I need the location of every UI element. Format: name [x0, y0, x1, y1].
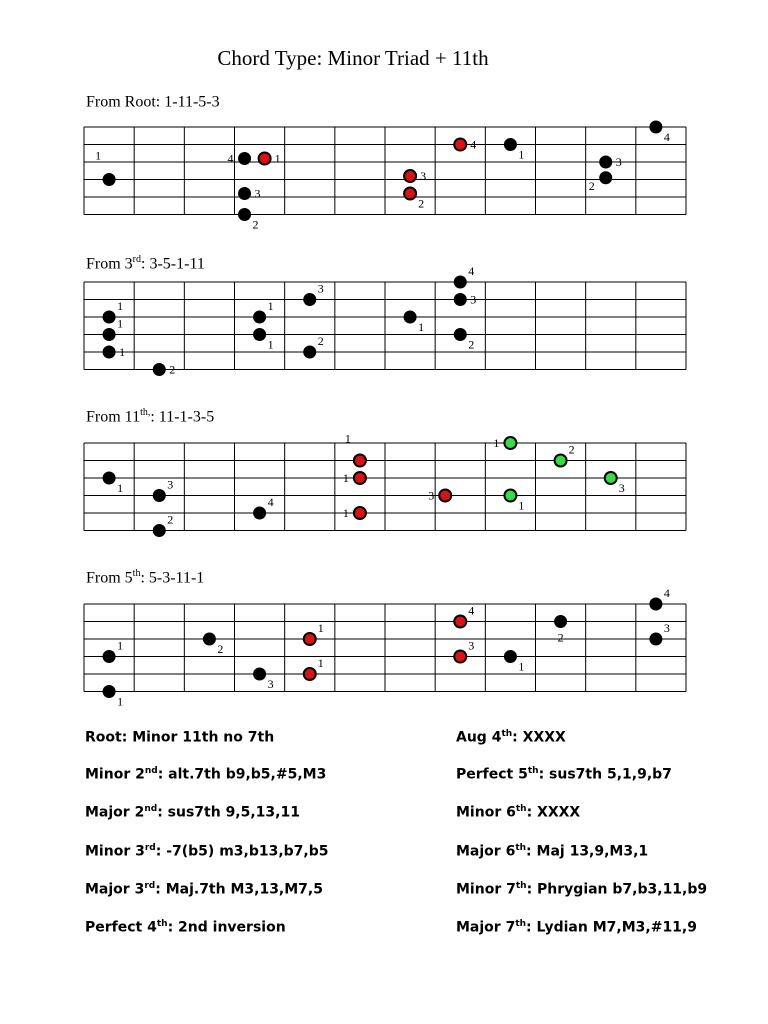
note-dot-red	[304, 668, 316, 680]
note-interval: Major 6	[456, 843, 516, 860]
note-dot-black	[454, 328, 467, 341]
note-dot-black	[103, 650, 116, 663]
note-dot-black	[238, 208, 251, 221]
finger-number: 1	[274, 151, 281, 166]
note-dot-black	[153, 489, 166, 502]
note-interval: Major 3	[85, 881, 145, 898]
finger-number: 3	[167, 477, 174, 492]
note-sup: th	[527, 766, 539, 776]
note-dot-black	[253, 668, 266, 681]
note-dot-green	[605, 472, 617, 484]
note-dot-black	[253, 328, 266, 341]
finger-number: 4	[468, 264, 475, 278]
note-dot-red	[259, 153, 271, 165]
note-right-3	[456, 843, 648, 860]
finger-number: 4	[267, 495, 274, 509]
note-text: : Phrygian b7,b3,11,b9	[526, 881, 708, 898]
note-dot-black	[103, 346, 116, 359]
note-right-0	[456, 729, 566, 746]
note-interval: Aug 4	[456, 729, 502, 746]
note-sup: th	[515, 881, 527, 891]
finger-number: 4	[663, 586, 670, 600]
finger-number: 1	[317, 656, 324, 670]
note-dot-red	[304, 633, 316, 645]
note-sup: th	[501, 729, 513, 739]
note-sup: th	[515, 843, 527, 853]
note-dot-green	[555, 455, 567, 467]
note-left-3	[85, 843, 329, 860]
note-dot-black	[253, 507, 266, 520]
note-interval: Minor 6	[456, 804, 516, 821]
label-suffix: : 1-11-5-3	[155, 93, 220, 111]
finger-number: 3	[420, 169, 427, 183]
note-dot-black	[599, 156, 612, 169]
finger-number: 1	[518, 147, 525, 162]
note-interval: Minor 7	[456, 881, 516, 898]
note-text: : Lydian M7,M3,#11,9	[526, 919, 697, 936]
note-interval: Major 7	[456, 919, 516, 936]
note-left-2	[85, 804, 300, 821]
note-left-0	[85, 729, 274, 746]
note-dot-black	[103, 328, 116, 341]
finger-number: 1	[117, 638, 124, 653]
note-dot-black	[649, 121, 662, 134]
note-dot-red	[454, 616, 466, 628]
note-dot-black	[554, 615, 567, 628]
note-sup: nd	[144, 766, 158, 776]
finger-number: 1	[317, 621, 324, 635]
finger-number: 4	[468, 603, 475, 618]
finger-number: 1	[344, 431, 351, 446]
fretboard-third	[84, 264, 686, 377]
note-dot-black	[504, 138, 517, 151]
note-text: : Maj 13,9,M3,1	[526, 843, 649, 860]
note-dot-red	[439, 490, 451, 502]
finger-number: 2	[418, 196, 425, 211]
note-sup: rd	[144, 843, 156, 853]
finger-number: 2	[317, 334, 324, 348]
note-dot-black	[103, 311, 116, 324]
finger-number: 3	[317, 281, 324, 296]
finger-number: 1	[119, 345, 126, 359]
label-prefix: From 3	[86, 255, 133, 273]
note-left-4	[85, 881, 323, 898]
finger-number: 1	[518, 498, 525, 513]
note-right-5	[456, 919, 697, 936]
note-right-2	[456, 804, 580, 821]
finger-number: 1	[117, 299, 124, 313]
note-text: : XXXX	[526, 804, 581, 821]
note-interval: Perfect 4	[85, 919, 157, 936]
finger-number: 3	[663, 621, 670, 635]
finger-number: 1	[493, 436, 500, 450]
finger-number: 3	[615, 155, 622, 169]
finger-number: 2	[588, 178, 595, 193]
note-dot-red	[454, 651, 466, 663]
note-dot-black	[103, 173, 116, 186]
note-sup: th	[515, 919, 527, 929]
finger-number: 3	[618, 481, 625, 495]
label-sup: rd	[132, 254, 142, 265]
finger-number: 1	[267, 337, 274, 352]
label-suffix: : 11-1-3-5	[150, 408, 215, 426]
note-left-1	[85, 766, 326, 783]
finger-number: 2	[568, 442, 575, 457]
finger-number: 1	[117, 694, 124, 709]
note-dot-black	[253, 311, 266, 324]
label-sup: th	[132, 568, 141, 579]
finger-number: 4	[663, 130, 670, 144]
fretboard-root	[84, 121, 686, 232]
fretboard-eleventh	[84, 432, 686, 538]
finger-number: 1	[342, 506, 349, 520]
note-dot-black	[103, 472, 116, 485]
finger-number: 4	[470, 137, 477, 152]
note-dot-black	[454, 276, 467, 289]
note-dot-red	[404, 170, 416, 182]
note-dot-black	[454, 293, 467, 306]
note-dot-black	[599, 171, 612, 184]
label-sup: th,	[140, 407, 151, 418]
label-suffix: : 3-5-1-11	[141, 255, 205, 273]
note-interval: Root	[85, 729, 122, 746]
note-interval: Perfect 5	[456, 766, 528, 783]
note-dot-red	[354, 455, 366, 467]
note-left-5	[85, 919, 286, 936]
finger-number: 1	[95, 148, 102, 163]
note-text: : alt.7th b9,b5,#5,M3	[157, 766, 327, 783]
note-dot-black	[238, 152, 251, 165]
note-interval: Minor 3	[85, 843, 145, 860]
finger-number: 2	[557, 630, 564, 645]
note-dot-black	[649, 598, 662, 611]
note-sup: th	[515, 804, 527, 814]
finger-number: 3	[267, 677, 274, 691]
note-text: : XXXX	[512, 729, 566, 746]
label-suffix: : 5-3-11-1	[140, 569, 205, 587]
note-dot-black	[504, 650, 517, 663]
note-dot-black	[203, 633, 216, 646]
finger-number: 1	[518, 659, 525, 674]
finger-number: 2	[167, 512, 174, 527]
finger-number: 3	[468, 638, 475, 653]
finger-number: 1	[117, 481, 124, 495]
note-text: : Minor 11th no 7th	[121, 729, 275, 746]
note-dot-black	[649, 633, 662, 646]
note-dot-red	[404, 188, 416, 200]
note-sup: th	[156, 919, 168, 929]
note-interval: Minor 2	[85, 766, 145, 783]
note-dot-black	[153, 363, 166, 376]
label-prefix: From Root	[86, 93, 156, 111]
note-dot-red	[454, 139, 466, 151]
finger-number: 1	[418, 320, 425, 334]
note-interval: Major 2	[85, 804, 145, 821]
note-sup: rd	[144, 881, 156, 891]
note-dot-red	[354, 472, 366, 484]
note-text: : sus7th 5,1,9,b7	[538, 766, 672, 783]
note-text: : sus7th 9,5,13,11	[157, 804, 300, 821]
finger-number: 1	[117, 316, 124, 331]
finger-number: 2	[169, 362, 176, 377]
page-title: Chord Type: Minor Triad + 11th	[217, 46, 489, 70]
finger-number: 3	[428, 488, 435, 503]
finger-number: 3	[254, 186, 261, 201]
note-dot-black	[238, 187, 251, 200]
note-dot-black	[404, 311, 417, 324]
note-right-1	[456, 766, 672, 783]
note-dot-black	[303, 293, 316, 306]
note-sup: nd	[144, 804, 158, 814]
note-right-4	[456, 881, 707, 898]
finger-number: 2	[217, 642, 224, 656]
finger-number: 3	[470, 292, 477, 307]
note-dot-black	[303, 346, 316, 359]
label-prefix: From 5	[86, 569, 133, 587]
note-text: : 2nd inversion	[167, 919, 286, 936]
finger-number: 2	[468, 337, 475, 352]
finger-number: 4	[227, 151, 234, 166]
note-dot-red	[354, 507, 366, 519]
finger-number: 1	[342, 471, 349, 485]
finger-number: 2	[252, 217, 259, 232]
note-text: : Maj.7th M3,13,M7,5	[155, 881, 323, 898]
label-prefix: From 11	[86, 408, 141, 426]
note-dot-green	[504, 437, 516, 449]
note-dot-black	[153, 524, 166, 537]
fretboard-fifth	[84, 586, 686, 709]
finger-number: 1	[267, 299, 274, 313]
note-text: : -7(b5) m3,b13,b7,b5	[155, 843, 329, 860]
note-dot-black	[103, 685, 116, 698]
note-dot-green	[504, 490, 516, 502]
